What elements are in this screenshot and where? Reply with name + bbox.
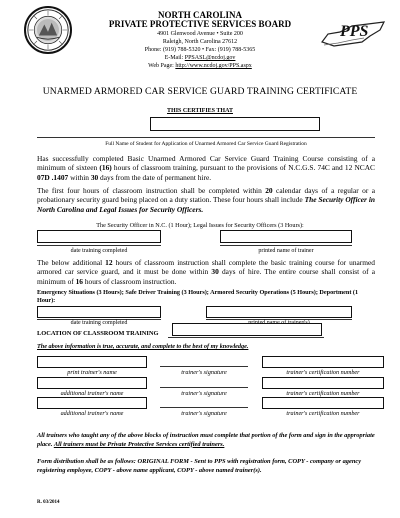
- name-rule: [37, 137, 375, 138]
- additional-hours-paragraph: The below additional 12 hours of classroom instruction shall complete the basic training course for unarmed armored car service guard, and it must be done within 30 days of hire. The entire course shall consist of a minimum of 16 hours of classroom instruction.: [37, 258, 375, 286]
- section1-heading: The Security Officer in N.C. (1 Hour); Legal Issues for Security Officers (3 Hours):: [96, 222, 304, 229]
- certifies-heading: THIS CERTIFIES THAT: [167, 108, 233, 114]
- location-rule: [168, 337, 324, 338]
- section2-heading: Emergency Situations (3 Hours); Safe Driver Training (3 Hours); Armored Security Operations (5 Hours); Deportment (1 Hour):: [37, 289, 359, 304]
- section1-date-field[interactable]: [37, 230, 161, 243]
- email-label: E-Mail:: [164, 55, 185, 61]
- trainer-signature-line-2[interactable]: [160, 387, 248, 388]
- email-link[interactable]: PPSASL@ncdoj.gov: [184, 55, 236, 61]
- row3-signature-caption: trainer's signature: [181, 410, 227, 417]
- org-name-line1: NORTH CAROLINA: [158, 10, 242, 20]
- completion-paragraph: Has successfully completed Basic Unarmed Armored Car Service Guard Training Course consisting of a minimum of sixteen (16) hours of classroom training, pursuant to the provisions of N.C.G.S. 74C and 12 NCAC 07D .1407 within 30 days from the date of permanent hire.: [37, 154, 375, 182]
- row2-name-caption: additional trainer's name: [60, 390, 124, 397]
- trainer-signature-line-1[interactable]: [160, 366, 248, 367]
- address-line2: Raleigh, North Carolina 27612: [162, 39, 238, 45]
- certificate-title: UNARMED ARMORED CAR SERVICE GUARD TRAINING CERTIFICATE: [42, 86, 358, 97]
- logo-text: PPS: [340, 23, 369, 40]
- phone-fax: Phone: (919) 788-5320 • Fax: (919) 788-5365: [144, 47, 256, 53]
- row1-signature-caption: trainer's signature: [181, 369, 227, 376]
- trainer-cert-field-1[interactable]: [262, 356, 384, 368]
- section1-date-rule: [37, 245, 161, 246]
- address-line1: 4901 Glenwood Avenue • Suite 200: [157, 31, 243, 37]
- pps-logo: [318, 12, 386, 52]
- email-line: [80, 54, 320, 62]
- attestation-statement: The above information is true, accurate, and complete to the best of my knowledge.: [37, 343, 249, 350]
- row1-name-caption: print trainer's name: [67, 369, 117, 376]
- section1-date-caption: date training completed: [70, 248, 128, 254]
- location-field[interactable]: [172, 323, 322, 336]
- row2-cert-caption: trainer's certification number: [286, 390, 360, 397]
- trainer-name-field-2[interactable]: [37, 377, 147, 389]
- student-name-field[interactable]: [150, 117, 320, 131]
- name-caption: Full Name of Student for Application of Unarmed Armored Car Service Guard Registration: [105, 141, 307, 147]
- web-line: [80, 62, 320, 70]
- row2-signature-caption: trainer's signature: [181, 390, 227, 397]
- org-name-line2: PRIVATE PROTECTIVE SERVICES BOARD: [108, 19, 292, 29]
- section1-trainer-field[interactable]: [220, 230, 352, 243]
- first-four-hours-paragraph: The first four hours of classroom instruction shall be completed within 20 calendar days of a regular or a probationary security guard being placed on a duty station. These four hours shall include The Security Officer in North Carolina and Legal Issues for Security Officers.: [37, 186, 376, 214]
- section2-date-caption: date training completed: [70, 320, 128, 326]
- section2-trainer-field[interactable]: [206, 306, 352, 318]
- location-label: LOCATION OF CLASSROOM TRAINING: [37, 330, 159, 337]
- revision-label: R. 03/2014: [37, 500, 60, 505]
- distribution-note: Form distribution shall be as follows: ORIGINAL FORM - Sent to PPS with registration form, COPY - company or agency registering employee, COPY - above name applicant, COPY - above named trainer(s).: [37, 458, 362, 474]
- web-label: Web Page:: [148, 63, 176, 69]
- section2-date-field[interactable]: [37, 306, 161, 318]
- trainer-requirement-note: All trainers who taught any of the above blocks of instruction must complete that portion of the form and sign in the appropriate place. All trainers must be Private Protective Services certified trainers.: [37, 432, 375, 448]
- web-link[interactable]: http://www.ncdoj.gov/PPS.aspx: [175, 63, 252, 69]
- trainer-cert-field-2[interactable]: [262, 377, 384, 389]
- row1-cert-caption: trainer's certification number: [286, 369, 360, 376]
- row3-name-caption: additional trainer's name: [60, 410, 124, 417]
- section1-trainer-rule: [220, 245, 352, 246]
- trainer-name-field-1[interactable]: [37, 356, 147, 368]
- trainer-signature-line-3[interactable]: [160, 407, 248, 408]
- trainer-cert-field-3[interactable]: [262, 397, 384, 409]
- section1-trainer-caption: printed name of trainer: [258, 248, 314, 254]
- state-seal-icon: [24, 6, 72, 54]
- trainer-name-field-3[interactable]: [37, 397, 147, 409]
- row3-cert-caption: trainer's certification number: [286, 410, 360, 417]
